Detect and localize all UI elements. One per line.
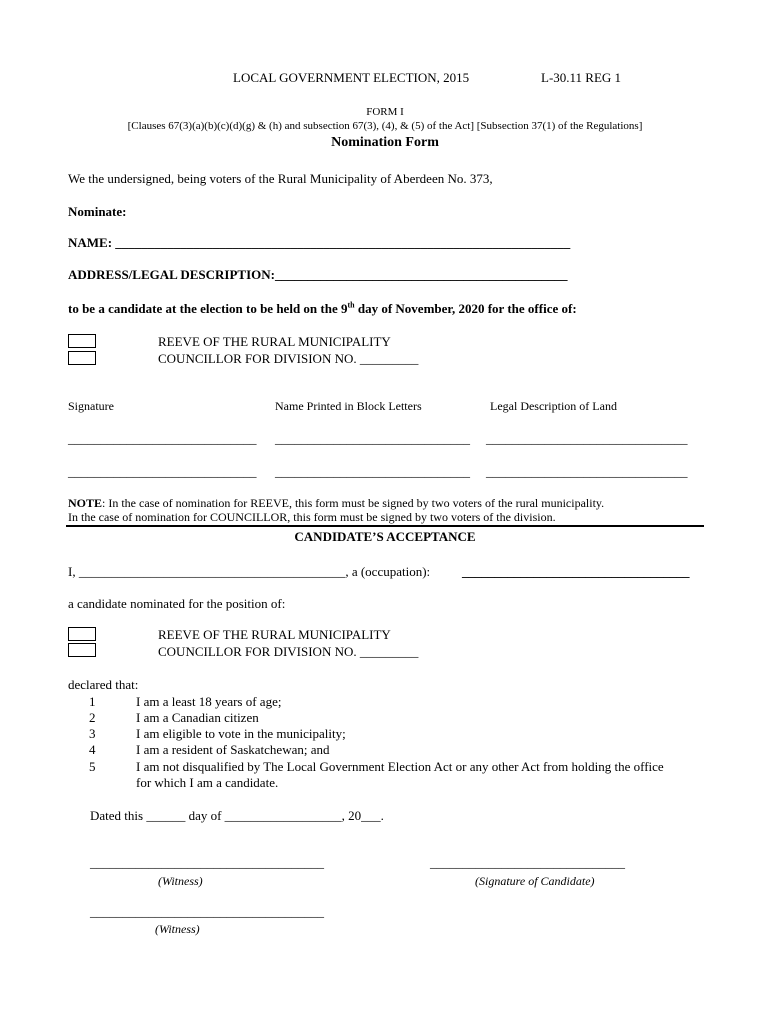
regulation-number: L-30.11 REG 1 (541, 70, 622, 85)
candidate-statement (68, 302, 577, 315)
declaration-number-1: 1 (89, 694, 96, 709)
name-line-1[interactable]: ______________________________ (275, 431, 470, 446)
nominate-label: Nominate: (68, 204, 127, 219)
candidate-statement-sup: th (347, 300, 355, 310)
note-line-2: In the case of nomination for COUNCILLOR, this form must be signed by two voters of the division. (68, 510, 556, 524)
declaration-text-2: I am a Canadian citizen (136, 710, 259, 725)
name-column-header: Name Printed in Block Letters (275, 399, 422, 413)
nominee-name-field[interactable]: NAME: ______________________________________________________________________ (68, 235, 571, 250)
nomination-intro: We the undersigned, being voters of the Rural Municipality of Aberdeen No. 373, (68, 171, 493, 186)
declaration-text-5-cont: for which I am a candidate. (136, 775, 279, 790)
acceptance-reeve-checkbox[interactable] (68, 627, 96, 641)
candidate-signature-line[interactable]: ______________________________ (430, 855, 625, 870)
acceptance-option-councillor: COUNCILLOR FOR DIVISION NO. _________ (158, 644, 419, 659)
declaration-text-4: I am a resident of Saskatchewan; and (136, 742, 330, 757)
nominee-address-field[interactable]: ADDRESS/LEGAL DESCRIPTION:_____________________________________________ (68, 267, 568, 282)
declaration-number-2: 2 (89, 710, 96, 725)
legal-line-2[interactable]: _______________________________ (486, 464, 688, 479)
signature-line-1[interactable]: _____________________________ (68, 431, 257, 446)
note-label: NOTE (68, 496, 103, 510)
declaration-text-1: I am a least 18 years of age; (136, 694, 282, 709)
candidate-statement-pre: to be a candidate at the election to be held on the 9 (68, 301, 348, 316)
witness-label-1: (Witness) (158, 874, 203, 888)
acceptance-title: CANDIDATE’S ACCEPTANCE (294, 529, 476, 544)
declaration-number-5: 5 (89, 759, 96, 774)
declared-label: declared that: (68, 677, 139, 692)
signature-line-2[interactable]: _____________________________ (68, 464, 257, 479)
candidate-statement-post: day of November, 2020 for the office of: (354, 301, 577, 316)
form-title: Nomination Form (331, 135, 439, 150)
option-councillor: COUNCILLOR FOR DIVISION NO. _________ (158, 351, 419, 366)
candidate-name-line[interactable]: I, _________________________________________, a (occupation): (68, 564, 431, 579)
declaration-number-4: 4 (89, 742, 96, 757)
legal-line-1[interactable]: _______________________________ (486, 431, 688, 446)
signature-column-header: Signature (68, 399, 114, 413)
election-title: LOCAL GOVERNMENT ELECTION, 2015 (233, 70, 470, 85)
dated-line[interactable]: Dated this ______ day of __________________, 20___. (90, 808, 384, 823)
declaration-text-5: I am not disqualified by The Local Government Election Act or any other Act from holding the office (136, 759, 664, 774)
section-divider (66, 525, 704, 527)
position-text: a candidate nominated for the position of: (68, 596, 286, 611)
acceptance-councillor-checkbox[interactable] (68, 643, 96, 657)
note-line-1 (68, 497, 604, 509)
legal-column-header: Legal Description of Land (490, 399, 617, 413)
witness-signature-line-1[interactable]: ____________________________________ (90, 855, 324, 870)
note-text-1: : In the case of nomination for REEVE, this form must be signed by two voters of the rural municipality. (102, 496, 605, 510)
witness-signature-line-2[interactable]: ____________________________________ (90, 904, 324, 919)
witness-label-2: (Witness) (155, 922, 200, 936)
occupation-line[interactable]: ___________________________________ (462, 564, 690, 579)
name-line-2[interactable]: ______________________________ (275, 464, 470, 479)
declaration-number-3: 3 (89, 726, 96, 741)
declaration-text-3: I am eligible to vote in the municipality; (136, 726, 346, 741)
acceptance-option-reeve: REEVE OF THE RURAL MUNICIPALITY (158, 627, 391, 642)
form-number: FORM I (366, 106, 404, 118)
option-reeve: REEVE OF THE RURAL MUNICIPALITY (158, 334, 391, 349)
councillor-checkbox[interactable] (68, 351, 96, 365)
reeve-checkbox[interactable] (68, 334, 96, 348)
clauses-reference: [Clauses 67(3)(a)(b)(c)(d)(g) & (h) and subsection 67(3), (4), & (5) of the Act] [Subsection 37(1) of the Regulations] (127, 120, 643, 132)
candidate-signature-label: (Signature of Candidate) (475, 874, 595, 888)
